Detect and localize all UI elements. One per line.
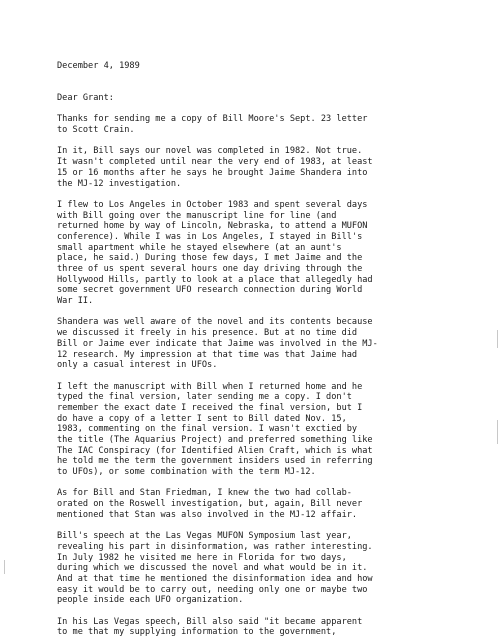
text-line: three of us spent several hours one day driving through the: [57, 264, 363, 274]
text-line: some secret government UFO research connection during World: [57, 285, 363, 296]
text-line: to UFOs), or some combination with the term MJ-12.: [57, 467, 316, 478]
text-line: War II.: [57, 296, 94, 307]
text-line: Bill's speech at the Las Vegas MUFON Symposium last year,: [57, 531, 352, 542]
text-line: we discussed it freely in his presence. But at no time did: [57, 328, 358, 339]
text-line: with Bill going over the manuscript line for line (and: [57, 210, 337, 221]
text-line: to me that my supplying information to the government,: [57, 627, 337, 638]
text-line: The IAC Conspiracy (for Identified Alien Craft, which is what: [57, 445, 373, 456]
text-line: to Scott Crain.: [57, 125, 135, 136]
letter-paragraph: [57, 382, 487, 478]
text-line: It wasn't completed until near the very end of 1983, at least: [57, 157, 373, 168]
text-line: place, he said.) During those few days, I met Jaime and the: [57, 253, 363, 264]
text-line: In his Las Vegas speech, Bill also said "it became apparent: [57, 616, 363, 627]
margin-mark: [497, 420, 498, 444]
text-line: easy it would be to carry out, needing only one or maybe two: [57, 584, 368, 595]
text-line: 1983, commenting on the final version. I wasn't exctied by: [57, 424, 358, 435]
letter-paragraphs: [57, 114, 487, 638]
text-line: In it, Bill says our novel was completed in 1982. Not true.: [57, 146, 363, 157]
text-line: And at that time he mentioned the disinformation idea and how: [57, 573, 373, 584]
text-line: In July 1982 he visited me here in Florida for two days,: [57, 552, 347, 563]
text-line: 12 research. My impression at that time was that Jaime had: [57, 349, 358, 360]
text-line: As for Bill and Stan Friedman, I knew the two had collab-: [57, 488, 352, 499]
text-line: people inside each UFO organization.: [57, 595, 244, 606]
text-line: Thanks for sending me a copy of Bill Moore's Sept. 23 letter: [57, 114, 368, 125]
margin-mark: [4, 560, 5, 574]
text-line: Bill or Jaime ever indicate that Jaime was involved in the MJ-: [57, 338, 378, 349]
text-line: I left the manuscript with Bill when I returned home and he: [57, 381, 363, 392]
text-line: 15 or 16 months after he says he brought Jaime Shandera into: [57, 167, 368, 178]
text-line: typed the final version, later sending me a copy. I don't: [57, 392, 352, 403]
text-line: Shandera was well aware of the novel and its contents because: [57, 317, 373, 328]
text-line: orated on the Roswell investigation, but, again, Bill never: [57, 499, 363, 510]
letter-date: December 4, 1989: [57, 61, 140, 71]
text-line: I flew to Los Angeles in October 1983 and spent several days: [57, 199, 368, 210]
text-line: only a casual interest in UFOs.: [57, 360, 218, 371]
text-line: conference). While I was in Los Angeles, I stayed in Bill's: [57, 231, 363, 242]
letter-greeting: Dear Grant:: [57, 92, 114, 103]
text-line: do have a copy of a letter I sent to Bill dated Nov. 15,: [57, 413, 347, 424]
text-line: he told me the term the government insiders used in referring: [57, 456, 373, 467]
text-line: the MJ-12 investigation.: [57, 178, 182, 189]
text-line: the title (The Aquarius Project) and preferred something like: [57, 435, 373, 445]
letter-paragraph: [57, 200, 487, 307]
letter-paragraph: [57, 531, 487, 606]
letter-paragraph: [57, 146, 487, 189]
text-line: Hollywood Hills, partly to look at a place that allegedly had: [57, 274, 373, 285]
text-line: returned home by way of Lincoln, Nebraska, to attend a MUFON: [57, 221, 368, 232]
letter-paragraph: [57, 617, 487, 638]
text-line: during which we discussed the novel and what would be in it.: [57, 563, 368, 574]
text-line: mentioned that Stan was also involved in the MJ-12 affair.: [57, 509, 358, 520]
text-line: small apartment while he stayed elsewhere (at an aunt's: [57, 242, 342, 253]
letter-paragraph: [57, 317, 487, 370]
text-line: revealing his part in disinformation, was rather interesting.: [57, 541, 373, 552]
margin-mark: [497, 330, 498, 348]
letter-paragraph: [57, 114, 487, 135]
letter-paragraph: [57, 488, 487, 520]
letter-body: [57, 61, 487, 643]
text-line: remember the exact date I received the final version, but I: [57, 402, 363, 413]
